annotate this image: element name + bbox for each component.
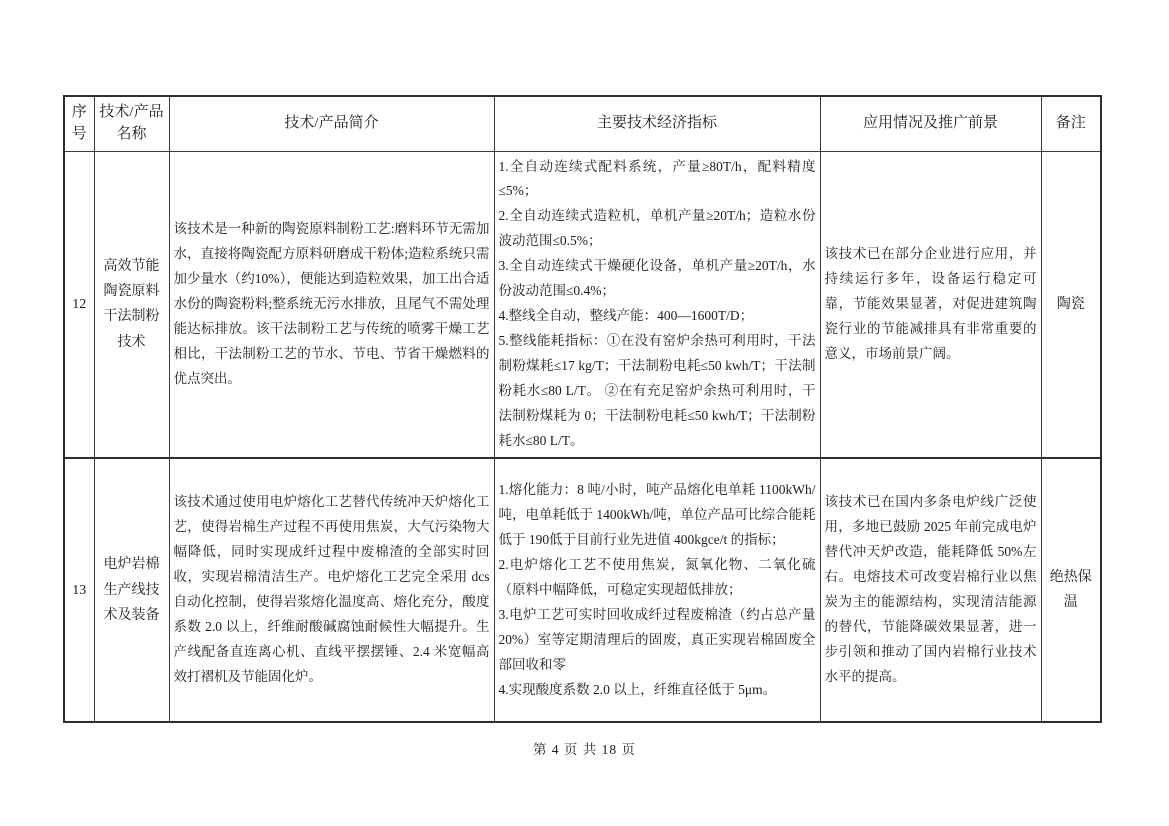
indicator-item: 2.全自动连续式造粒机，单机产量≥20T/h；造粒水份波动范围≤0.5%； bbox=[498, 208, 816, 249]
table-row bbox=[64, 458, 1101, 722]
col-header-remark: 备注 bbox=[1041, 96, 1101, 151]
indicator-item: 3.电炉工艺可实时回收成纤过程废棉渣（约占总产量 20%）室等定期清理后的固废，真正实现岩棉固废全部回收和零 bbox=[498, 606, 816, 672]
application-paragraph: 该技术已在国内多条电炉线广泛使用，多地已鼓励 2025 年前完成电炉替代冲天炉改造，能耗降低 50%左右。电熔技术可改变岩棉行业以焦炭为主的能源结构，实现清洁能源的替代，节能降碳效果显著，进一步引领和推动了国内岩棉行业技术水平的提高。 bbox=[824, 494, 1037, 685]
indicator-item: 4.实现酸度系数 2.0 以上，纤维直径低于 5μm。 bbox=[498, 681, 777, 697]
cell-indicators bbox=[494, 458, 820, 722]
cell-seq: 12 bbox=[64, 151, 94, 458]
indicator-item: 3.全自动连续式干燥硬化设备，单机产量≥20T/h，水份波动范围≤0.4%； bbox=[498, 258, 816, 299]
indicator-item: 1.熔化能力：8 吨/小时，吨产品熔化电单耗 1100kWh/吨，电单耗低于 1400kWh/吨，单位产品可比综合能耗低于 190低于目前行业先进值 400kgce/t 的指标； bbox=[498, 481, 816, 547]
cell-name: 电炉岩棉生产线技术及装备 bbox=[94, 458, 169, 722]
cell-remark: 绝热保温 bbox=[1041, 458, 1101, 722]
col-header-name: 技术/产品名称 bbox=[94, 96, 169, 151]
indicator-item: 4.整线全自动，整线产能：400—1600T/D； bbox=[498, 308, 754, 324]
technology-table bbox=[63, 95, 1102, 723]
indicator-item: 1.全自动连续式配料系统，产量≥80T/h，配料精度≤5%； bbox=[498, 158, 816, 199]
indicator-item: 5.整线能耗指标：①在没有窑炉余热可利用时，干法制粉煤耗≤17 kg/T；干法制粉电耗≤50 kwh/T；干法制粉耗水≤80 L/T。 ②在有充足窑炉余热可利用时，干法制粉煤耗为 0；干法制粉电耗≤50 kwh/T；干法制粉耗水≤80 L/T。 bbox=[498, 333, 816, 449]
col-header-application: 应用情况及推广前景 bbox=[820, 96, 1041, 151]
indicator-item: 2.电炉熔化工艺不使用焦炭，氮氧化物、二氧化硫（原料中幅降低，可稳定实现超低排放； bbox=[498, 556, 816, 597]
cell-remark: 陶瓷 bbox=[1041, 151, 1101, 458]
cell-name: 高效节能陶瓷原料干法制粉技术 bbox=[94, 151, 169, 458]
cell-application bbox=[820, 151, 1041, 458]
table-row bbox=[64, 151, 1101, 458]
cell-application bbox=[820, 458, 1041, 722]
col-header-intro: 技术/产品简介 bbox=[169, 96, 494, 151]
col-header-seq: 序号 bbox=[64, 96, 94, 151]
cell-intro bbox=[169, 151, 494, 458]
page-number: 第 4 页 共 18 页 bbox=[532, 742, 637, 757]
intro-paragraph: 该技术通过使用电炉熔化工艺替代传统冲天炉熔化工艺，使得岩棉生产过程不再使用焦炭，大气污染物大幅降低，同时实现成纤过程中废棉渣的全部实时回收，实现岩棉清洁生产。电炉熔化工艺完全采用 dcs 自动化控制，使得岩浆熔化温度高、熔化充分，酸度系数 2.0 以上，纤维耐酸碱腐蚀耐候性大幅提升。生产线配备直连离心机、直线平摆摆锤、2.4 米宽幅高效打褶机及节能固化炉。 bbox=[173, 494, 490, 685]
application-paragraph: 该技术已在部分企业进行应用，并持续运行多年，设备运行稳定可靠，节能效果显著，对促进建筑陶瓷行业的节能减排具有非常重要的意义，市场前景广阔。 bbox=[824, 245, 1037, 361]
intro-paragraph: 该技术是一种新的陶瓷原料制粉工艺:磨料环节无需加水，直接将陶瓷配方原料研磨成干粉体;造粒系统只需加少量水（约10%），便能达到造粒效果，加工出合适水份的陶瓷粉料;整系统无污水排放，且尾气不需处理能达标排放。该干法制粉工艺与传统的喷雾干燥工艺相比，干法制粉工艺的节水、节电、节省干燥燃料的优点突出。 bbox=[173, 220, 490, 386]
cell-intro bbox=[169, 458, 494, 722]
table-header-row bbox=[64, 96, 1101, 151]
cell-seq: 13 bbox=[64, 458, 94, 722]
cell-indicators bbox=[494, 151, 820, 458]
col-header-indicators: 主要技术经济指标 bbox=[494, 96, 820, 151]
